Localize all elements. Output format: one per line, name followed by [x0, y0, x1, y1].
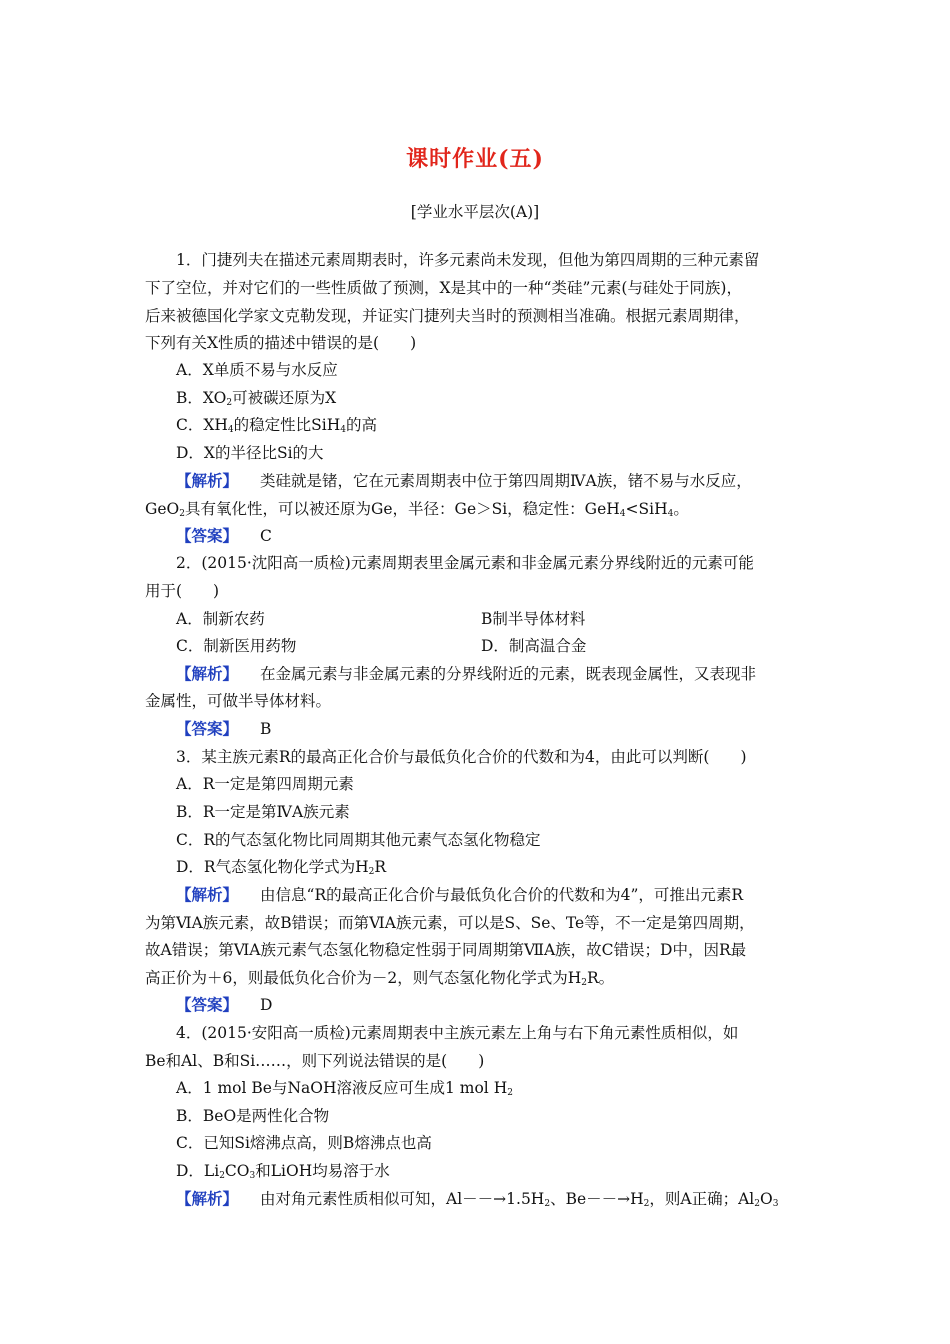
q4-option-a: A．1 mol Be与NaOH溶液反应可生成1 mol $H_2$ — [176, 1079, 513, 1098]
q1-option-b: B．$XO_2$可被碳还原为X — [176, 389, 337, 408]
q2-option-c: C．制新医用药物 — [176, 637, 297, 655]
analysis-tag: 【解析】 — [176, 471, 239, 490]
q3-stem-line-1: 3．某主族元素R的最高正化合价与最低负化合价的代数和为4，由此可以判断( ) — [176, 748, 747, 766]
q1-answer: 【答案】 C — [176, 526, 272, 545]
q2-option-a: A．制新农药 — [176, 610, 265, 628]
q3-option-c: C．R的气态氢化物比同周期其他元素气态氢化物稳定 — [176, 831, 541, 849]
q4-analysis-line-1: 【解析】 由对角元素性质相似可知，$Al--\to 1.5H_2$、$Be--\to H_2$，则A正确；$Al_2O_3$ — [176, 1189, 779, 1209]
section-subtitle: [学业水平层次(A)] — [410, 203, 540, 221]
q2-options-row-1 — [176, 607, 841, 631]
q3-analysis-line-2: 为第ⅥA族元素，故B错误；而第ⅥA族元素，可以是S、Se、Te等，不一定是第四周期， — [145, 914, 755, 932]
q3-analysis-line-1: 【解析】 由信息“R的最高正化合价与最低负化合价的代数和为4”，可推出元素R — [176, 885, 744, 904]
q3-option-d: D．R气态氢化物化学式为$H_2R$ — [176, 858, 387, 877]
answer-tag: 【答案】 — [176, 526, 239, 545]
q3-option-b: B．R一定是第ⅣA族元素 — [176, 803, 350, 821]
q3-analysis-line-4: 高正价为＋6，则最低负化合价为－2，则气态氢化物化学式为$H_2R$。 — [145, 969, 615, 988]
q4-option-b: B．BeO是两性化合物 — [176, 1107, 330, 1125]
answer-tag: 【答案】 — [176, 719, 239, 738]
q2-stem-line-2: 用于( ) — [145, 582, 220, 600]
page-title: 课时作业(五) — [406, 146, 544, 172]
q4-stem-line-2: Be和Al、B和Si……，则下列说法错误的是( ) — [145, 1052, 485, 1070]
q4-stem-line-1: 4．(2015·安阳高一质检)元素周期表中主族元素左上角与右下角元素性质相似，如 — [176, 1024, 739, 1042]
q3-analysis-line-3: 故A错误；第ⅥA族元素气态氢化物稳定性弱于同周期第ⅦA族，故C错误；D中，因R最 — [145, 941, 747, 959]
q1-option-d: D．X的半径比Si的大 — [176, 444, 324, 462]
q4-option-c: C．已知Si熔沸点高，则B熔沸点也高 — [176, 1134, 432, 1152]
q4-option-d: D．$Li_2CO_3$和LiOH均易溶于水 — [176, 1162, 390, 1181]
q2-stem-line-1: 2．(2015·沈阳高一质检)元素周期表里金属元素和非金属元素分界线附近的元素可能 — [176, 554, 754, 572]
q3-answer: 【答案】 D — [176, 995, 273, 1014]
q2-option-d: D．制高温合金 — [481, 637, 587, 655]
analysis-tag: 【解析】 — [176, 1189, 239, 1208]
q1-stem-line-2: 下了空位，并对它们的一些性质做了预测，X是其中的一种“类硅”元素(与硅处于同族)， — [145, 279, 742, 297]
analysis-tag: 【解析】 — [176, 664, 239, 683]
q3-option-a: A．R一定是第四周期元素 — [176, 775, 354, 793]
q2-answer: 【答案】 B — [176, 719, 272, 738]
q2-analysis-line-2: 金属性，可做半导体材料。 — [145, 692, 332, 710]
q1-option-c: C．$XH_4$的稳定性比SiH$_4$的高 — [176, 416, 377, 435]
q2-option-b: B制半导体材料 — [481, 610, 586, 628]
q1-stem-line-4: 下列有关X性质的描述中错误的是( ) — [145, 334, 417, 352]
analysis-tag: 【解析】 — [176, 885, 239, 904]
q1-stem-line-1: 1．门捷列夫在描述元素周期表时，许多元素尚未发现，但他为第四周期的三种元素留 — [176, 251, 760, 269]
q2-analysis-line-1: 【解析】 在金属元素与非金属元素的分界线附近的元素，既表现金属性，又表现非 — [176, 664, 757, 683]
q1-option-a: A．X单质不易与水反应 — [176, 361, 338, 379]
answer-tag: 【答案】 — [176, 995, 239, 1014]
q1-analysis-line-1: 【解析】 类硅就是锗，它在元素周期表中位于第四周期ⅣA族，锗不易与水反应， — [176, 471, 752, 490]
q1-stem-line-3: 后来被德国化学家文克勒发现，并证实门捷列夫当时的预测相当准确。根据元素周期律， — [145, 307, 750, 325]
q2-options-row-2 — [176, 634, 841, 658]
q1-analysis-line-2: GeO$_2$具有氧化性，可以被还原为Ge，半径：Ge＞Si，稳定性：GeH$_4$<SiH$_4$。 — [145, 500, 689, 519]
